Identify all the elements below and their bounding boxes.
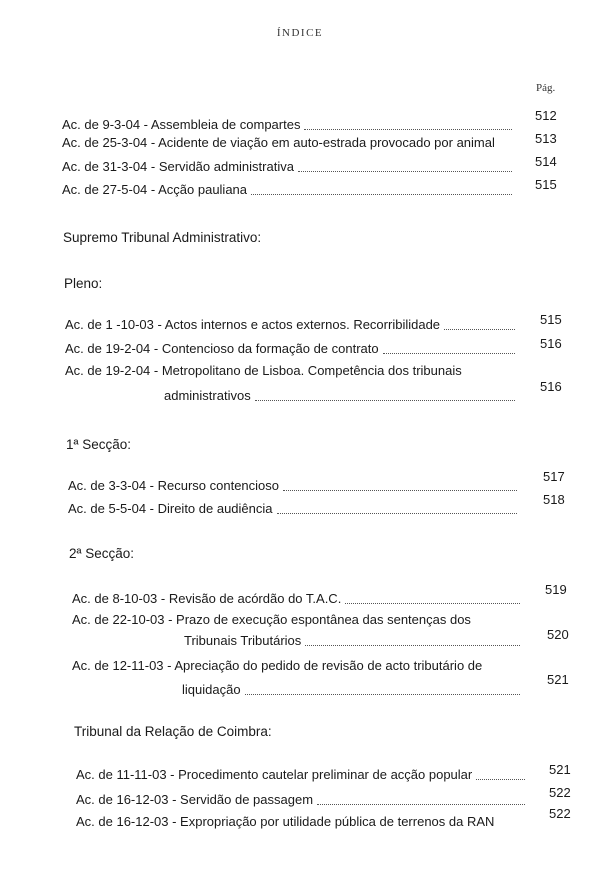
subsection-heading: 1ª Secção:: [66, 437, 132, 452]
toc-entry: [76, 766, 531, 783]
section-heading: Supremo Tribunal Administrativo:: [63, 230, 262, 245]
entry-ref: Ac. de 12-11-03 - Apreciação do pedido de revisão de acto tributário de: [72, 658, 483, 673]
entry-page: 522: [549, 785, 571, 800]
toc-entry: [68, 500, 523, 517]
entry-page: 517: [543, 469, 565, 484]
toc-entry: [72, 657, 526, 674]
entry-page: 521: [549, 762, 571, 777]
entry-ref-cont: administrativos: [164, 388, 251, 403]
entry-page: 515: [535, 177, 557, 192]
toc-entry-continuation: [184, 632, 526, 649]
dot-leader: [283, 490, 517, 491]
dot-leader: [383, 353, 515, 354]
dot-leader: [304, 129, 512, 130]
section-heading: Tribunal da Relação de Coimbra:: [74, 724, 272, 739]
entry-ref: Ac. de 1 -10-03 - Actos internos e actos externos. Recorribilidade: [65, 317, 441, 332]
entry-ref: Ac. de 9-3-04 - Assembleia de compartes: [62, 117, 301, 132]
entry-ref: Ac. de 3-3-04 - Recurso contencioso: [68, 478, 279, 493]
entry-page: 516: [540, 379, 562, 394]
toc-entry-continuation: [182, 681, 526, 698]
page-title: ÍNDICE: [276, 27, 324, 39]
dot-leader: [298, 171, 512, 172]
entry-page: 513: [535, 131, 557, 146]
dot-leader: [317, 804, 525, 805]
toc-entry: [65, 340, 521, 357]
entry-page: 521: [547, 672, 569, 687]
dot-leader: [277, 513, 517, 514]
dot-leader: [255, 400, 515, 401]
toc-entry: [65, 316, 521, 333]
dot-leader: [444, 329, 515, 330]
entry-ref: Ac. de 16-12-03 - Servidão de passagem: [76, 792, 314, 807]
entry-page: 515: [540, 312, 562, 327]
entry-page: 519: [545, 582, 567, 597]
entry-ref: Ac. de 11-11-03 - Procedimento cautelar preliminar de acção popular: [76, 767, 473, 782]
toc-entry: [62, 134, 518, 151]
entry-ref-cont: Tribunais Tributários: [184, 633, 302, 648]
entry-ref: Ac. de 19-2-04 - Contencioso da formação de contrato: [65, 341, 379, 356]
subsection-heading: Pleno:: [64, 276, 103, 291]
entry-page: 516: [540, 336, 562, 351]
toc-entry: [76, 813, 531, 830]
dot-leader: [245, 694, 520, 695]
entry-page: 512: [535, 108, 557, 123]
entry-ref: Ac. de 25-3-04 - Acidente de viação em auto-estrada provocado por animal: [62, 135, 495, 150]
toc-entry-continuation: [164, 387, 521, 404]
entry-page: 520: [547, 627, 569, 642]
toc-entry: [76, 791, 531, 808]
toc-entry: [62, 158, 518, 175]
dot-leader: [345, 603, 520, 604]
dot-leader: [305, 645, 520, 646]
entry-page: 518: [543, 492, 565, 507]
page-column-label: Pág.: [536, 82, 556, 94]
entry-ref: Ac. de 22-10-03 - Prazo de execução espontânea das sentenças dos: [72, 612, 471, 627]
entry-ref: Ac. de 8-10-03 - Revisão de acórdão do T.A.C.: [72, 591, 342, 606]
toc-entry: [72, 611, 526, 628]
toc-entry: [72, 590, 526, 607]
subsection-heading: 2ª Secção:: [69, 546, 135, 561]
entry-ref: Ac. de 31-3-04 - Servidão administrativa: [62, 159, 294, 174]
entry-ref: Ac. de 27-5-04 - Acção pauliana: [62, 182, 248, 197]
entry-ref-cont: liquidação: [182, 682, 241, 697]
entry-ref: Ac. de 19-2-04 - Metropolitano de Lisboa. Competência dos tribunais: [65, 363, 462, 378]
toc-entry: [68, 477, 523, 494]
entry-page: 514: [535, 154, 557, 169]
toc-entry: [62, 116, 518, 133]
toc-entry: [65, 362, 521, 379]
dot-leader: [476, 779, 525, 780]
entry-ref: Ac. de 5-5-04 - Direito de audiência: [68, 501, 273, 516]
entry-ref: Ac. de 16-12-03 - Expropriação por utilidade pública de terrenos da RAN: [76, 814, 495, 829]
entry-page: 522: [549, 806, 571, 821]
toc-entry: [62, 181, 518, 198]
dot-leader: [251, 194, 512, 195]
